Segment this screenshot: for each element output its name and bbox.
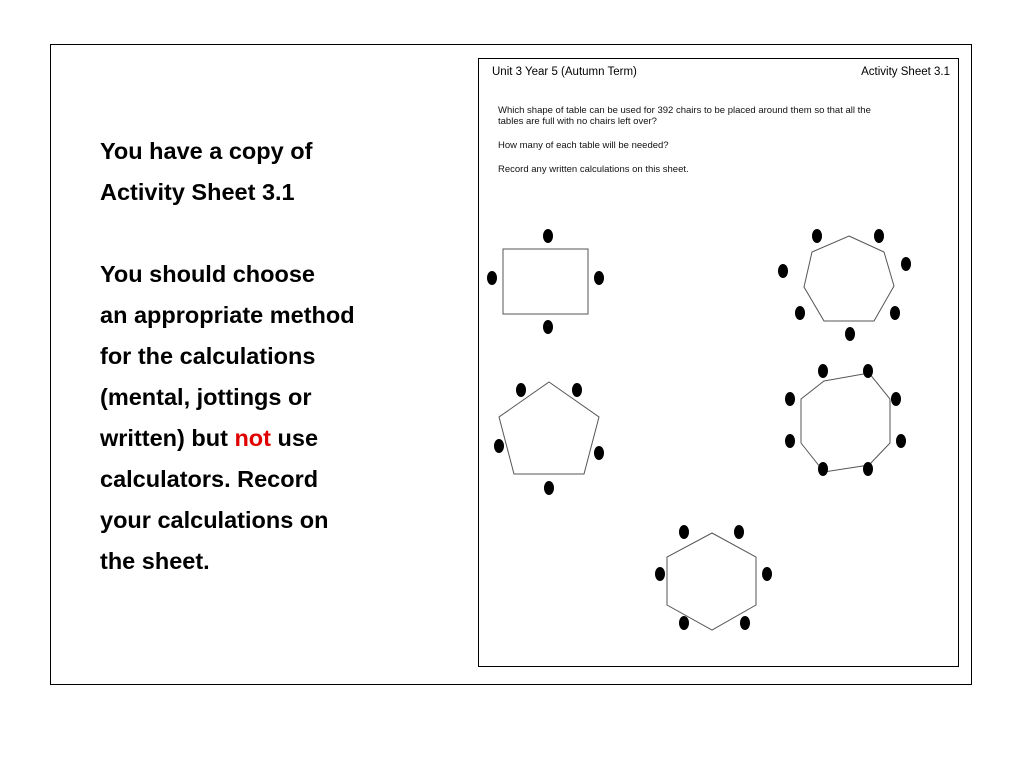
sheet-question-count: How many of each table will be needed? bbox=[498, 140, 669, 151]
octagon-table bbox=[785, 364, 906, 476]
hexagon-table-outline bbox=[667, 533, 756, 630]
chair-dot bbox=[762, 567, 772, 581]
instruction-line: your calculations on bbox=[100, 507, 329, 533]
instruction-line: (mental, jottings or bbox=[100, 384, 312, 410]
chair-dot bbox=[594, 271, 604, 285]
chair-dot bbox=[896, 434, 906, 448]
chair-dot bbox=[544, 481, 554, 495]
chair-dot bbox=[891, 392, 901, 406]
chair-dot bbox=[740, 616, 750, 630]
chair-dot bbox=[874, 229, 884, 243]
instruction-line: the sheet. bbox=[100, 548, 210, 574]
table-diagrams bbox=[479, 59, 960, 668]
chair-dot bbox=[785, 434, 795, 448]
instruction-line bbox=[100, 418, 430, 459]
chair-dot bbox=[516, 383, 526, 397]
instruction-line: for the calculations bbox=[100, 343, 316, 369]
chair-dot bbox=[679, 616, 689, 630]
chair-dot bbox=[845, 327, 855, 341]
chair-dot bbox=[795, 306, 805, 320]
rectangle-table bbox=[487, 229, 604, 334]
instruction-line: calculators. Record bbox=[100, 466, 319, 492]
octagon-table-outline bbox=[801, 373, 890, 472]
paragraph-gap bbox=[100, 213, 430, 254]
chair-dot bbox=[890, 306, 900, 320]
question-line: Which shape of table can be used for 392 chairs to be placed around them so that all the bbox=[498, 105, 871, 116]
instruction-line: Activity Sheet 3.1 bbox=[100, 179, 295, 205]
chair-dot bbox=[543, 320, 553, 334]
chair-dot bbox=[863, 462, 873, 476]
heptagon-table bbox=[778, 229, 911, 341]
heptagon-table-outline bbox=[804, 236, 894, 321]
rectangle-table-outline bbox=[503, 249, 588, 314]
instruction-line: You have a copy of bbox=[100, 138, 313, 164]
activity-sheet bbox=[478, 58, 959, 667]
chair-dot bbox=[543, 229, 553, 243]
instruction-text: written) but bbox=[100, 425, 235, 451]
chair-dot bbox=[818, 462, 828, 476]
instruction-line: You should choose bbox=[100, 261, 315, 287]
chair-dot bbox=[679, 525, 689, 539]
instruction-text: use bbox=[271, 425, 319, 451]
chair-dot bbox=[901, 257, 911, 271]
sheet-question-record: Record any written calculations on this sheet. bbox=[498, 164, 689, 175]
chair-dot bbox=[785, 392, 795, 406]
chair-dot bbox=[734, 525, 744, 539]
sheet-header-right: Activity Sheet 3.1 bbox=[861, 66, 950, 78]
chair-dot bbox=[487, 271, 497, 285]
chair-dot bbox=[655, 567, 665, 581]
chair-dot bbox=[812, 229, 822, 243]
chair-dot bbox=[494, 439, 504, 453]
instruction-line: an appropriate method bbox=[100, 302, 355, 328]
pentagon-table bbox=[494, 382, 604, 495]
instructions-text bbox=[100, 131, 430, 582]
hexagon-table bbox=[655, 525, 772, 630]
pentagon-table-outline bbox=[499, 382, 599, 474]
chair-dot bbox=[818, 364, 828, 378]
chair-dot bbox=[572, 383, 582, 397]
not-emphasis: not bbox=[234, 425, 271, 451]
chair-dot bbox=[778, 264, 788, 278]
chair-dot bbox=[594, 446, 604, 460]
sheet-header-left: Unit 3 Year 5 (Autumn Term) bbox=[492, 66, 637, 78]
chair-dot bbox=[863, 364, 873, 378]
question-line: tables are full with no chairs left over? bbox=[498, 116, 657, 127]
